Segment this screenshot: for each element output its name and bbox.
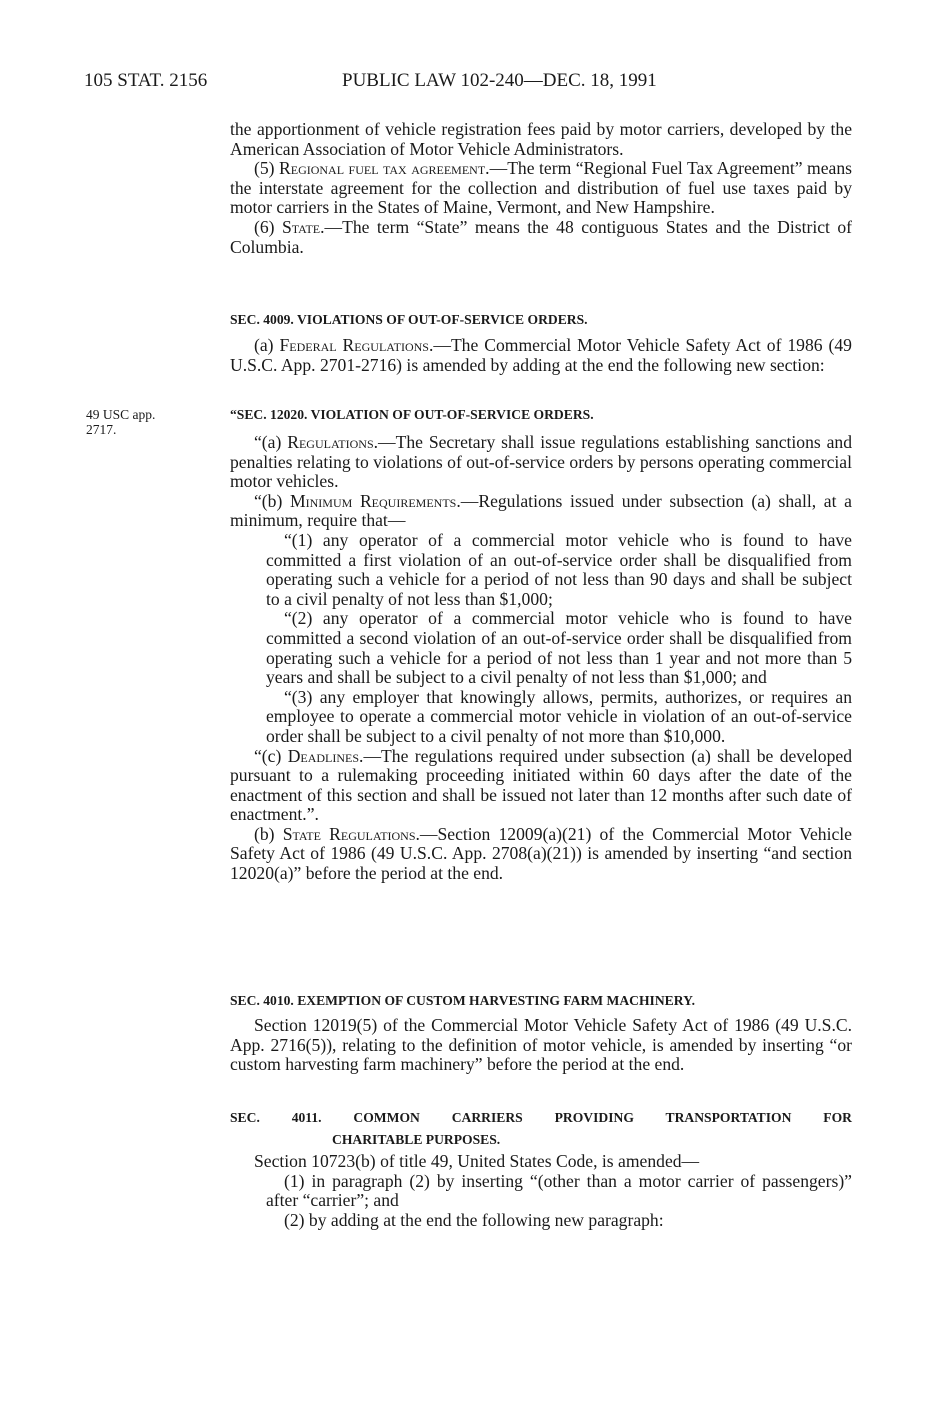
- definitions-block: [230, 120, 852, 257]
- sec-12020-c-title: Deadlines.: [287, 745, 364, 766]
- sec-12020-b-title: Minimum Requirements.: [289, 490, 461, 511]
- sec-12020-heading: “SEC. 12020. VIOLATION OF OUT-OF-SERVICE ORDERS.: [230, 407, 594, 422]
- intro-paragraph: the apportionment of vehicle registration fees paid by motor carriers, developed by the American Association of Motor Vehicle Administrators.: [230, 119, 852, 159]
- sec-12020-b-3: “(3) any employer that knowingly allows, permits, authorizes, or requires an employee to operate a commercial motor vehicle in violation of an out-of-service order shall be subject to a civil penalty of not more than $10,000.: [266, 686, 852, 746]
- sec-12020-heading-wrap: [230, 405, 852, 425]
- sec-4009-a: (a) Federal Regulations.—The Commercial Motor Vehicle Safety Act of 1986 (49 U.S.C. App. 2701-2716) is amended by adding at the end the following new section:: [230, 335, 852, 375]
- definition-5: (5) Regional fuel tax agreement.—The term “Regional Fuel Tax Agreement” means the interstate agreement for the collection and distribution of fuel use taxes paid by motor carriers in the States of Maine, Vermont, and New Hampshire.: [230, 158, 853, 218]
- sec-4009-a-wrap: [230, 336, 852, 375]
- sec-4009-b: (b) State Regulations.—Section 12009(a)(21) of the Commercial Motor Vehicle Safety Act of 1986 (49 U.S.C. App. 2708(a)(21)) is amended by inserting “and section 12020(a)” before the period at the end.: [230, 823, 852, 884]
- sec-4011-item-2: (2) by adding at the end the following new paragraph:: [284, 1209, 664, 1230]
- sec-4011-heading-wrap: [230, 1108, 852, 1149]
- sec-12020-b-1: “(1) any operator of a commercial motor vehicle who is found to have committed a first violation of an out-of-service order shall be disqualified from operating such a vehicle for a period of not less than 90 days and shall be subject to a civil penalty of not less than $1,000;: [266, 529, 852, 609]
- sec-4010-heading-wrap: [230, 991, 852, 1011]
- margin-note-line1: 49 USC app.: [86, 407, 156, 422]
- margin-note-line2: 2717.: [86, 422, 117, 437]
- definition-6: (6) State.—The term “State” means the 48 contiguous States and the District of Columbia.: [230, 216, 852, 257]
- sec-12020-body: [230, 433, 852, 884]
- page-number: 105 STAT. 2156: [84, 70, 208, 91]
- sec-4009-heading: SEC. 4009. VIOLATIONS OF OUT-OF-SERVICE ORDERS.: [230, 312, 588, 327]
- sec-4011-body: [230, 1152, 852, 1230]
- sec-12020-c: “(c) Deadlines.—The regulations required under subsection (a) shall be developed pursuant to a rulemaking proceeding initiated within 60 days after the date of the enactment of this section and shall be issued not later than 12 months after such date of enactment.”.: [230, 745, 852, 825]
- sec-12020-b-2: “(2) any operator of a commercial motor vehicle who is found to have committed a second violation of an out-of-service order shall be disqualified from operating such a vehicle for a period of not less than 1 year and not more than 5 years and shall be subject to a civil penalty of not less than $1,000; and: [266, 608, 852, 688]
- sec-4011-heading-line2: CHARITABLE PURPOSES.: [332, 1131, 501, 1147]
- sec-4011-item-1: (1) in paragraph (2) by inserting “(other than a motor carrier of passengers)” after “carrier”; and: [266, 1170, 852, 1211]
- sec-12020-b: “(b) Minimum Requirements.—Regulations issued under subsection (a) shall, at a minimum, require that—: [230, 490, 852, 531]
- running-head: PUBLIC LAW 102-240—DEC. 18, 1991: [342, 70, 657, 91]
- sec-12020-a-title: Regulations.: [287, 432, 379, 452]
- definition-6-title: State.: [281, 216, 325, 237]
- margin-note: [86, 407, 196, 437]
- sec-12020-a: “(a) Regulations.—The Secretary shall issue regulations establishing sanctions and penalties relating to violations of out-of-service orders by persons operating commercial motor vehicles.: [230, 432, 853, 492]
- sec-4010-body-wrap: [230, 1016, 852, 1075]
- sec-4011-text: Section 10723(b) of title 49, United States Code, is amended—: [254, 1151, 700, 1171]
- definition-5-title: Regional fuel tax agreement.: [279, 158, 490, 179]
- sec-4009-heading-wrap: [230, 310, 852, 330]
- sec-4010-body: Section 12019(5) of the Commercial Motor Vehicle Safety Act of 1986 (49 U.S.C. App. 2716(5)), relating to the definition of motor vehicle, is amended by inserting “or custom harvesting farm machinery” before the period at the end.: [230, 1015, 852, 1075]
- sec-4011-heading-line1: SEC. 4011. COMMON CARRIERS PROVIDING TRANSPORTATION FOR: [230, 1110, 852, 1125]
- sec-4010-heading: SEC. 4010. EXEMPTION OF CUSTOM HARVESTING FARM MACHINERY.: [230, 993, 696, 1008]
- sec-4009-b-title: State Regulations.: [282, 823, 420, 844]
- sec-4009-a-title: Federal Regulations.: [279, 335, 434, 355]
